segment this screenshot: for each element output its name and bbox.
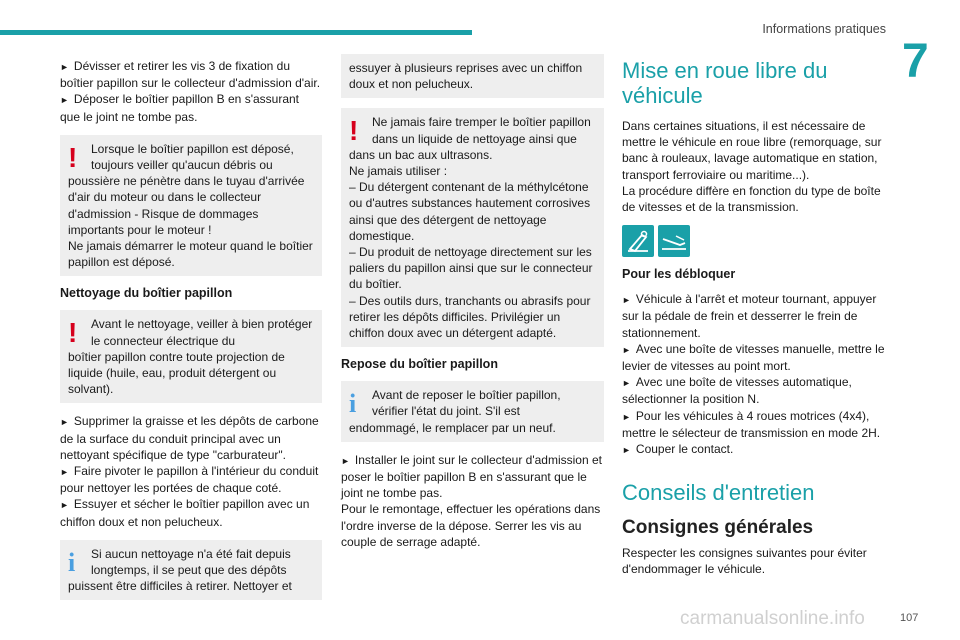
warning-text: – Des outils durs, tranchants ou abrasifs pour retirer les dépôts difficiles. Privilégier un chiffon doux avec un détergent adapté. bbox=[349, 293, 591, 341]
step-item: ► Véhicule à l'arrêt et moteur tournant, appuyer sur la pédale de frein et desserrer le frein de stationnement. bbox=[622, 291, 888, 341]
warning-lead: Ne jamais faire tremper le boîtier papillon dans un liquide de nettoyage ainsi que bbox=[372, 115, 591, 146]
info-lead: Avant de reposer le boîtier papillon, vérifier l'état du joint. S'il est bbox=[372, 388, 561, 419]
warning-box bbox=[341, 108, 604, 347]
watermark: carmanualsonline.info bbox=[680, 608, 865, 629]
page-number: 107 bbox=[900, 612, 919, 624]
step-item: ► Essuyer et sécher le boîtier papillon avec un chiffon doux et non pelucheux. bbox=[60, 496, 322, 529]
step-item: ► Installer le joint sur le collecteur d'admission et poser le boîtier papillon B en s'assurant que le joint ne tombe pas. bbox=[341, 452, 604, 502]
info-text: essuyer à plusieurs reprises avec un chiffon doux et non pelucheux. bbox=[349, 61, 583, 92]
section-heading: Pour les débloquer bbox=[622, 267, 736, 282]
column-2 bbox=[341, 58, 604, 550]
step-item: ► Avec une boîte de vitesses automatique, sélectionner la position N. bbox=[622, 374, 888, 407]
warning-icon: ! bbox=[68, 141, 78, 173]
pictogram-row bbox=[622, 225, 888, 257]
header-accent-bar bbox=[0, 30, 472, 35]
warning-box bbox=[60, 135, 322, 277]
warning-text: boîtier papillon contre toute projection de liquide (huile, eau, produit détergent ou solvant). bbox=[68, 349, 285, 397]
info-lead: Si aucun nettoyage n'a été fait depuis longtemps, il se peut que des dépôts bbox=[91, 546, 291, 578]
warning-box bbox=[60, 310, 322, 403]
info-text: endommagé, le remplacer par un neuf. bbox=[349, 420, 556, 435]
step-item: ► Supprimer la graisse et les dépôts de carbone de la surface du conduit principal avec un nettoyant spécifique de type "carburateur". bbox=[60, 413, 322, 463]
step-item: ► Avec une boîte de vitesses manuelle, mettre le levier de vitesses au point mort. bbox=[622, 341, 888, 374]
warning-text: Ne jamais utiliser : bbox=[349, 164, 448, 179]
body-paragraph: Pour le remontage, effectuer les opérations dans l'ordre inverse de la dépose. Serrer les vis au couple de serrage adapté. bbox=[341, 502, 601, 549]
warning-lead: Lorsque le boîtier papillon est déposé, toujours veiller qu'aucun débris ou bbox=[91, 141, 294, 173]
header-title: Informations pratiques bbox=[762, 22, 886, 36]
chapter-number: 7 bbox=[902, 35, 929, 88]
section-heading: Repose du boîtier papillon bbox=[341, 357, 498, 372]
step-item: ► Pour les véhicules à 4 roues motrices (4x4), mettre le sélecteur de transmission en mode 2H. bbox=[622, 408, 888, 441]
section-title: Mise en roue libre du véhicule bbox=[622, 58, 828, 108]
subsection-title: Consignes générales bbox=[622, 517, 814, 539]
step-item: ► Dévisser et retirer les vis 3 de fixation du boîtier papillon sur le collecteur d'admission d'air. bbox=[60, 58, 322, 91]
body-paragraph: Respecter les consignes suivantes pour éviter d'endommager le véhicule. bbox=[622, 546, 867, 577]
column-1 bbox=[60, 58, 322, 610]
section-heading: Nettoyage du boîtier papillon bbox=[60, 286, 233, 301]
parking-brake-icon bbox=[658, 225, 690, 257]
column-3 bbox=[622, 58, 888, 578]
info-box-continued bbox=[341, 54, 604, 98]
warning-lead: Avant le nettoyage, veiller à bien protéger le connecteur électrique du bbox=[91, 317, 313, 348]
info-text: puissent être difficiles à retirer. Nettoyer et bbox=[68, 579, 292, 594]
body-paragraph: La procédure diffère en fonction du type de boîte de vitesses et de la transmission. bbox=[622, 183, 881, 215]
step-item: ► Couper le contact. bbox=[622, 441, 888, 458]
info-box bbox=[60, 540, 322, 601]
brake-pedal-icon bbox=[622, 225, 654, 257]
step-item: ► Faire pivoter le papillon à l'intérieur du conduit pour nettoyer les portées de chaque coté. bbox=[60, 463, 322, 496]
warning-text: poussière ne pénètre dans le tuyau d'arrivée d'air du moteur ou dans le collecteur d'admission - Risque de dommages importants pour le moteur ! bbox=[68, 174, 305, 237]
body-paragraph: Dans certaines situations, il est nécessaire de mettre le véhicule en roue libre (remorquage, sur banc à rouleaux, lavage automatique en station, transport ferroviaire ou maritime...). bbox=[622, 119, 882, 182]
warning-text: dans un bac aux ultrasons. bbox=[349, 147, 493, 162]
warning-icon: ! bbox=[349, 115, 359, 147]
warning-text: – Du produit de nettoyage directement sur les paliers du papillon ainsi que sur le connecteur du boîtier. bbox=[349, 245, 593, 292]
warning-text: – Du détergent contenant de la méthylcétone ou d'autres substances hautement corrosives ainsi que des détergent de nettoyage domestique. bbox=[349, 180, 591, 243]
section-title: Conseils d'entretien bbox=[622, 480, 815, 506]
info-icon: i bbox=[349, 389, 357, 419]
warning-icon: ! bbox=[68, 317, 78, 349]
warning-text: Ne jamais démarrer le moteur quand le boîtier papillon est déposé. bbox=[68, 239, 313, 270]
info-icon: i bbox=[68, 547, 76, 577]
step-item: ► Déposer le boîtier papillon B en s'assurant que le joint ne tombe pas. bbox=[60, 91, 322, 124]
info-box bbox=[341, 381, 604, 442]
